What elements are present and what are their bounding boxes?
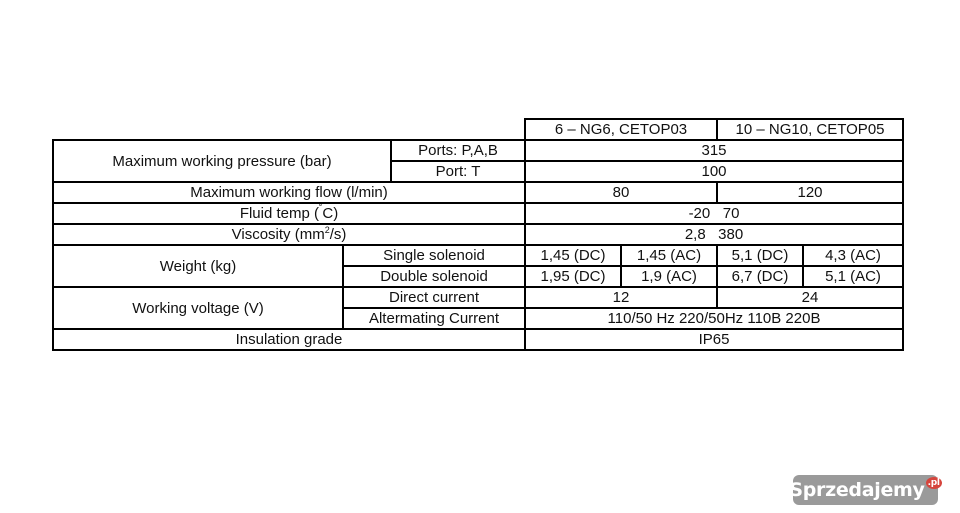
fluid-temp-label bbox=[53, 203, 525, 224]
flow-label: Maximum working flow (l/min) bbox=[53, 182, 525, 203]
voltage-ac-label: Altermating Current bbox=[343, 308, 525, 329]
watermark-tld: .pl bbox=[927, 478, 940, 488]
header-ng6: 6 – NG6, CETOP03 bbox=[525, 119, 717, 140]
header-row bbox=[53, 119, 903, 140]
fluid-temp-row bbox=[53, 203, 903, 224]
spec-table-container bbox=[52, 118, 904, 351]
port-t-label: Port: T bbox=[391, 161, 525, 182]
ports-pab-value: 315 bbox=[525, 140, 903, 161]
header-ng10: 10 – NG10, CETOP05 bbox=[717, 119, 903, 140]
viscosity-label-suffix: /s) bbox=[329, 226, 347, 243]
weight-double-label: Double solenoid bbox=[343, 266, 525, 287]
weight-double-value: 5,1 (AC) bbox=[803, 266, 903, 287]
watermark-logo bbox=[789, 475, 940, 505]
viscosity-label bbox=[53, 224, 525, 245]
voltage-label: Working voltage (V) bbox=[53, 287, 343, 329]
insulation-value: IP65 bbox=[525, 329, 903, 350]
viscosity-label-prefix: Viscosity (mm bbox=[231, 226, 325, 243]
voltage-dc-value-ng6: 12 bbox=[525, 287, 717, 308]
weight-double-value: 1,95 (DC) bbox=[525, 266, 621, 287]
spec-table bbox=[52, 118, 904, 351]
pressure-label: Maximum working pressure (bar) bbox=[53, 140, 391, 182]
voltage-dc-label: Direct current bbox=[343, 287, 525, 308]
fluid-temp-label-prefix: Fluid temp ( bbox=[239, 205, 320, 222]
insulation-label: Insulation grade bbox=[53, 329, 525, 350]
weight-single-label: Single solenoid bbox=[343, 245, 525, 266]
insulation-row bbox=[53, 329, 903, 350]
weight-row-single bbox=[53, 245, 903, 266]
voltage-row-dc bbox=[53, 287, 903, 308]
weight-label: Weight (kg) bbox=[53, 245, 343, 287]
weight-single-value: 1,45 (AC) bbox=[621, 245, 717, 266]
flow-value-ng10: 120 bbox=[717, 182, 903, 203]
weight-single-value: 1,45 (DC) bbox=[525, 245, 621, 266]
fluid-temp-label-suffix: C) bbox=[322, 205, 339, 222]
port-t-value: 100 bbox=[525, 161, 903, 182]
viscosity-row bbox=[53, 224, 903, 245]
viscosity-sup: 2 bbox=[324, 225, 330, 235]
viscosity-value: 2,8 380 bbox=[525, 224, 903, 245]
voltage-ac-value: 110/50 Hz 220/50Hz 110B 220B bbox=[525, 308, 903, 329]
ports-pab-label: Ports: P,A,B bbox=[391, 140, 525, 161]
weight-double-value: 1,9 (AC) bbox=[621, 266, 717, 287]
fluid-temp-value: -20 70 bbox=[525, 203, 903, 224]
weight-double-value: 6,7 (DC) bbox=[717, 266, 803, 287]
pressure-row-pab bbox=[53, 140, 903, 161]
header-blank bbox=[391, 119, 525, 140]
header-blank bbox=[343, 119, 391, 140]
flow-row bbox=[53, 182, 903, 203]
header-blank bbox=[53, 119, 343, 140]
voltage-dc-value-ng10: 24 bbox=[717, 287, 903, 308]
fluid-temp-degree: ˚ bbox=[319, 204, 323, 215]
weight-single-value: 5,1 (DC) bbox=[717, 245, 803, 266]
weight-single-value: 4,3 (AC) bbox=[803, 245, 903, 266]
watermark-text: Sprzedajemy bbox=[789, 479, 925, 501]
flow-value-ng6: 80 bbox=[525, 182, 717, 203]
